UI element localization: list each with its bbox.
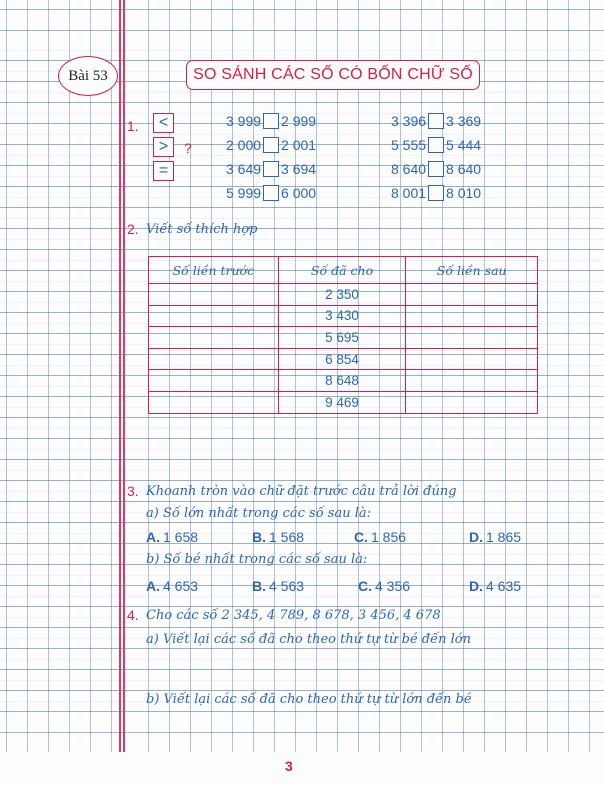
cell-previous[interactable]: [149, 284, 279, 306]
option-3b-D[interactable]: [469, 578, 521, 594]
option-3b-C[interactable]: [358, 578, 410, 594]
sign-equal: =: [153, 161, 174, 181]
cell-given: 5 695: [278, 327, 406, 349]
cell-previous[interactable]: [149, 348, 279, 370]
exercise-4-number: 4.: [127, 607, 139, 623]
compare-value: 5 999: [226, 185, 262, 201]
table-row: [149, 391, 538, 413]
option-value: 4 563: [269, 578, 305, 594]
table-row: [149, 305, 538, 327]
option-letter: D.: [469, 578, 483, 594]
compare-right-4: [391, 185, 481, 201]
answer-box[interactable]: [428, 113, 444, 129]
table-header-row: [149, 257, 538, 284]
cell-next[interactable]: [406, 305, 538, 327]
page-bottom-margin: [0, 752, 604, 786]
number-table: [148, 256, 538, 414]
compare-value: 8 640: [391, 161, 427, 177]
answer-box[interactable]: [428, 185, 444, 201]
cell-previous[interactable]: [149, 391, 279, 413]
option-letter: C.: [354, 529, 368, 545]
table-row: [149, 348, 538, 370]
cell-previous[interactable]: [149, 305, 279, 327]
exercise-2-number: 2.: [127, 221, 139, 237]
compare-value: 3 999: [226, 113, 262, 129]
cell-next[interactable]: [406, 327, 538, 349]
compare-left-2: [226, 137, 316, 153]
option-3a-D[interactable]: [469, 529, 521, 545]
margin-line-right: [123, 0, 125, 786]
option-letter: C.: [358, 578, 372, 594]
exercise-3a-prompt: a) Số lớn nhất trong các số sau là:: [146, 506, 372, 521]
question-mark: ?: [184, 140, 192, 156]
exercise-4-instruction: Cho các số 2 345, 4 789, 8 678, 3 456, 4 678: [146, 608, 441, 623]
option-letter: A.: [146, 578, 160, 594]
header-given: Số đã cho: [278, 257, 406, 284]
cell-given: 9 469: [278, 391, 406, 413]
option-letter: D.: [469, 529, 483, 545]
cell-next[interactable]: [406, 370, 538, 392]
cell-previous[interactable]: [149, 327, 279, 349]
exercise-3-number: 3.: [127, 483, 139, 499]
sign-less-than: <: [153, 113, 174, 133]
compare-value: 3 396: [391, 113, 427, 129]
header-next: Số liền sau: [406, 257, 538, 284]
cell-next[interactable]: [406, 284, 538, 306]
lesson-number-badge: Bài 53: [58, 56, 118, 96]
answer-box[interactable]: [263, 161, 279, 177]
compare-left-3: [226, 161, 316, 177]
compare-right-2: [391, 137, 481, 153]
answer-box[interactable]: [263, 185, 279, 201]
margin-line-left: [119, 0, 121, 786]
option-value: 1 865: [486, 529, 522, 545]
lesson-title: SO SÁNH CÁC SỐ CÓ BỐN CHỮ SỐ: [186, 60, 480, 90]
compare-value: 6 000: [281, 185, 317, 201]
table-row: [149, 327, 538, 349]
option-value: 4 653: [163, 578, 199, 594]
compare-left-4: [226, 185, 316, 201]
answer-box[interactable]: [428, 161, 444, 177]
table-row: [149, 370, 538, 392]
cell-next[interactable]: [406, 391, 538, 413]
compare-value: 2 000: [226, 137, 262, 153]
compare-left-1: [226, 113, 316, 129]
compare-value: 3 694: [281, 161, 317, 177]
option-value: 1 568: [269, 529, 305, 545]
compare-right-1: [391, 113, 481, 129]
cell-next[interactable]: [406, 348, 538, 370]
exercise-2-instruction: Viết số thích hợp: [146, 222, 258, 237]
compare-right-3: [391, 161, 481, 177]
table-row: [149, 284, 538, 306]
option-letter: B.: [252, 529, 266, 545]
header-previous: Số liền trước: [149, 257, 279, 284]
cell-previous[interactable]: [149, 370, 279, 392]
option-3b-B[interactable]: [252, 578, 304, 594]
cell-given: 3 430: [278, 305, 406, 327]
compare-value: 8 001: [391, 185, 427, 201]
option-letter: A.: [146, 529, 160, 545]
option-3a-A[interactable]: [146, 529, 198, 545]
exercise-4b-prompt: b) Viết lại các số đã cho theo thứ tự từ lớn đến bé: [146, 692, 472, 707]
compare-value: 3 369: [446, 113, 482, 129]
option-letter: B.: [252, 578, 266, 594]
exercise-4a-prompt: a) Viết lại các số đã cho theo thứ tự từ bé đến lớn: [146, 632, 471, 647]
exercise-1-number: 1.: [127, 118, 139, 134]
compare-value: 8 010: [446, 185, 482, 201]
sign-greater-than: >: [153, 137, 174, 157]
compare-value: 5 444: [446, 137, 482, 153]
answer-box[interactable]: [263, 113, 279, 129]
option-value: 1 658: [163, 529, 199, 545]
option-3a-B[interactable]: [252, 529, 304, 545]
option-value: 4 356: [375, 578, 411, 594]
answer-box[interactable]: [263, 137, 279, 153]
option-3b-A[interactable]: [146, 578, 198, 594]
compare-value: 2 001: [281, 137, 317, 153]
answer-box[interactable]: [428, 137, 444, 153]
cell-given: 8 648: [278, 370, 406, 392]
compare-value: 2 999: [281, 113, 317, 129]
compare-value: 8 640: [446, 161, 482, 177]
option-value: 4 635: [486, 578, 522, 594]
option-3a-C[interactable]: [354, 529, 406, 545]
exercise-3-instruction: Khoanh tròn vào chữ đặt trước câu trả lời đúng: [146, 484, 457, 499]
option-value: 1 856: [371, 529, 407, 545]
exercise-3b-prompt: b) Số bé nhất trong các số sau là:: [146, 552, 368, 567]
compare-value: 3 649: [226, 161, 262, 177]
page-number: 3: [285, 758, 293, 774]
compare-value: 5 555: [391, 137, 427, 153]
cell-given: 2 350: [278, 284, 406, 306]
cell-given: 6 854: [278, 348, 406, 370]
